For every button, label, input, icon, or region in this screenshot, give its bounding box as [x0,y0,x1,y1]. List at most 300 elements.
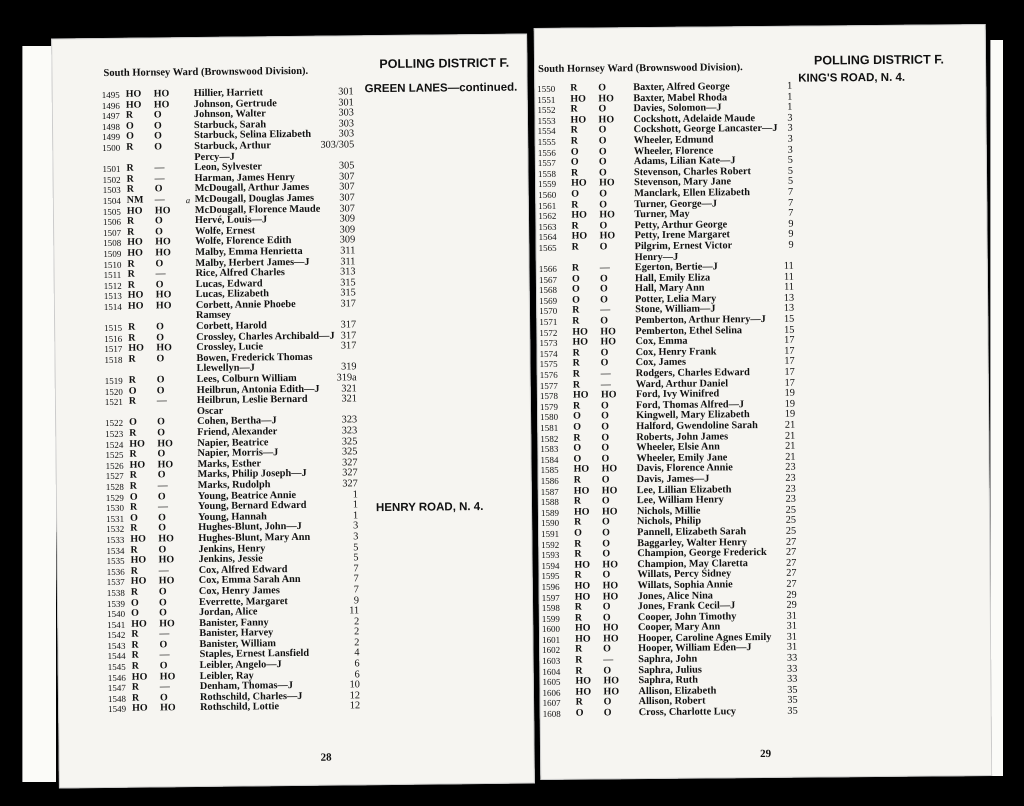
house-number: 6 [354,658,360,670]
elector-name: Marks, Philip Joseph—J [197,468,307,481]
house-number: 25 [785,525,797,537]
elector-name: Rice, Alfred Charles [195,267,285,280]
qualification-1: O [130,512,138,524]
ward-header: South Hornsey Ward (Brownswood Division). [538,62,743,75]
elector-number: 1589 [540,507,560,518]
elector-name: Cohen, Bertha—J [197,415,277,428]
elector-name: Wheeler, Edmund [633,134,714,147]
elector-name: Hughes-Blunt, John—J [198,521,302,534]
qualification-2: O [598,124,607,136]
qualification-1: O [570,156,579,168]
qualification-2: O [157,416,165,428]
elector-number: 1518 [104,354,123,365]
house-number: 31 [786,610,797,622]
qualification-1: R [571,241,579,253]
qualification-2: O [153,109,162,121]
qualification-2: HO [599,177,615,189]
elector-number: 1587 [540,486,559,497]
qualification-2: O [153,120,162,132]
house-number: 3 [352,520,359,532]
qualification-1: HO [127,289,144,302]
house-number: 27 [785,536,797,548]
qualification-1: R [126,183,134,196]
qualification-1: HO [131,671,148,683]
elector-name: Cox, Henry Frank [635,346,717,358]
qualification-1: R [130,522,138,535]
house-number: 23 [785,483,796,495]
house-number: 29 [786,599,797,611]
qualification-2: O [159,639,168,651]
house-number: 21 [784,430,796,442]
elector-number: 1581 [540,422,559,433]
house-number: 15 [784,324,795,336]
qualification-2: O [154,130,162,142]
qualification-1: O [573,442,582,454]
house-number: 3 [787,112,793,124]
elector-name: Baxter, Mabel Rhoda [633,91,728,104]
qualification-2: O [601,495,610,507]
house-number: 321 [341,382,357,395]
qualification-2: O [157,490,166,502]
qualification-1: HO [574,622,591,634]
qualification-2: HO [602,622,619,634]
qualification-1: R [574,569,582,581]
house-number: 9 [788,218,794,230]
qualification-1: HO [129,438,145,450]
qualification-1: R [572,379,581,391]
elector-name: Champion, George Frederick [637,547,767,560]
elector-name: Saphra, Julius [638,664,702,676]
elector-number: 1529 [105,492,124,503]
elector-number: 1565 [538,242,557,253]
qualification-2: HO [158,533,174,545]
qualification-1: HO [573,485,590,497]
qualification-1: R [575,654,583,666]
elector-number: 1495 [101,89,120,100]
house-number: 33 [786,652,798,664]
elector-number: 1507 [103,227,122,238]
elector-name: Heilbrun, Leslie Bernard [196,394,308,407]
elector-name: Wheeler, Emily Jane [636,452,728,464]
qualification-2: HO [155,236,171,248]
elector-name: Wheeler, Florence [633,144,714,157]
house-number: 11 [349,605,360,617]
qualification-2: O [600,400,609,412]
qualification-1: O [573,421,582,433]
elector-name: Rothschild, Charles—J [199,690,303,703]
elector-name: Banister, Fanny [199,616,269,629]
qualification-2: HO [600,325,616,338]
house-number: 5 [787,176,794,188]
elector-name: Jenkins, Jessie [198,553,263,566]
qualification-2: HO [154,204,171,216]
qualification-2: HO [602,590,619,602]
qualification-1: R [571,220,579,232]
qualification-2: HO [156,342,172,354]
qualification-2: O [602,601,611,613]
qualification-2: O [598,145,607,157]
house-number: 33 [786,663,798,675]
elector-name: Starbuck, Sarah [193,119,267,131]
elector-number: 1546 [107,672,126,683]
elector-number: 1594 [541,560,560,571]
house-number: 3 [353,531,359,543]
elector-name: Turner, George—J [634,197,718,210]
elector-name: Saphra, Ruth [638,674,698,687]
elector-name: Henry—J [634,251,679,263]
house-number: 11 [783,260,794,272]
elector-number: 1558 [537,168,557,179]
elector-number: 1570 [539,306,558,317]
elector-name: Kingwell, Mary Elizabeth [636,409,750,422]
elector-name: Stevenson, Mary Jane [634,176,732,189]
qualification-2: — [157,501,169,513]
qualification-1: R [573,516,582,528]
house-number: 31 [786,642,798,654]
book-left-edge [22,46,56,782]
qualification-1: O [129,491,138,503]
house-number: 9 [353,594,360,606]
voter-row [543,707,798,720]
elector-number: 1496 [101,100,120,111]
qualification-1: HO [574,580,591,592]
qualification-2: O [598,103,607,115]
elector-number: 1593 [541,549,560,561]
qualification-2: O [602,537,611,549]
qualification-2: O [598,156,607,168]
qualification-1: O [573,453,582,465]
house-number: 9 [788,239,794,251]
elector-number: 1560 [538,189,557,200]
house-number: 35 [787,684,798,696]
elector-name: Pilgrim, Ernest Victor [634,240,733,253]
qualification-1: HO [571,230,588,242]
elector-number: 1545 [107,661,126,673]
voter-list-right [537,82,798,720]
house-number: 17 [784,377,795,389]
qualification-1: HO [570,93,586,105]
qualification-1: R [571,199,579,211]
qualification-2: HO [153,98,170,111]
house-number: 303/305 [320,139,355,151]
qualification-2: — [600,304,611,316]
elector-name: Bowen, Frederick Thomas [196,351,313,364]
elector-number: 1568 [538,285,558,296]
elector-name: Stone, William—J [635,303,716,316]
elector-number: 1539 [106,598,126,609]
elector-name: Adams, Lilian Kate—J [633,155,736,168]
qualification-2: O [600,357,609,369]
qualification-1: O [125,120,134,132]
elector-name: Napier, Morris—J [197,447,279,460]
house-number: 7 [353,573,359,585]
elector-number: 1526 [105,460,124,471]
house-number: 1 [352,510,359,522]
qualification-2: HO [600,336,617,348]
qualification-1: O [573,410,581,423]
elector-name: Starbuck, Arthur [194,140,271,152]
house-number: 301 [338,86,354,98]
qualification-2: O [600,315,609,327]
qualification-2: O [603,664,612,677]
elector-number: 1600 [541,624,561,635]
qualification-2: O [599,273,608,285]
elector-number: 1540 [107,608,126,620]
house-number: 17 [784,334,795,347]
house-number: 315 [340,287,356,299]
qualification-2: O [602,548,611,560]
elector-number: 1578 [539,391,558,402]
elector-name: Cockshott, Adelaide Maude [633,112,756,125]
elector-number: 1576 [539,369,558,380]
qualification-2: — [158,565,169,577]
house-number: 5 [353,541,359,553]
elector-number: 1571 [539,316,558,328]
elector-number: 1597 [541,592,560,603]
left-page [51,34,535,789]
elector-number: 1606 [542,687,561,698]
qualification-1: HO [127,236,143,249]
house-number: 7 [787,186,794,198]
elector-number: 1537 [106,577,125,588]
qualification-1: R [575,697,583,709]
qualification-2: O [159,660,168,672]
elector-name: Crossley, Charles Archibald—J [196,330,335,343]
house-number: 303 [338,118,355,130]
qualification-1: HO [573,463,590,476]
qualification-2: HO [598,114,615,126]
qualification-1: R [131,639,139,651]
elector-number: 1533 [106,534,125,545]
elector-number: 1531 [106,513,125,524]
elector-number: 1561 [538,200,557,211]
elector-name: Young, Beatrice Annie [197,489,297,502]
street-heading-green-lanes: GREEN LANES—continued. [364,81,518,96]
house-number: 309 [339,234,356,246]
qualification-2: — [157,480,168,492]
house-number: 301 [338,96,354,109]
qualification-2: HO [158,575,175,587]
elector-name: Ford, Ivy Winifred [635,388,720,401]
house-number: 13 [783,292,795,304]
house-number: 323 [341,425,358,437]
elector-name: Jordan, Alice [199,606,258,619]
qualification-2: O [598,82,607,94]
elector-name: Willats, Sophia Annie [637,579,733,592]
qualification-2: HO [603,675,620,687]
elector-name: Davis, Florence Annie [636,462,733,475]
house-number: 31 [786,620,798,633]
elector-name: Leibler, Ray [199,670,254,682]
qualification-1: HO [572,326,588,338]
qualification-2: O [598,167,607,179]
elector-number: 1506 [102,216,122,228]
qualification-1: R [571,262,580,274]
qualification-2: HO [155,289,172,301]
elector-number: 1572 [539,327,558,338]
qualification-1: HO [572,336,589,348]
qualification-2: HO [603,686,620,698]
elector-name: Young, Bernard Edward [197,500,307,513]
elector-number: 1605 [542,677,561,688]
qualification-1: R [127,268,135,280]
qualification-2: HO [159,617,175,630]
qualification-1: HO [574,591,591,603]
qualification-1: R [572,347,580,359]
elector-name: Allison, Elizabeth [638,685,717,697]
qualification-2: HO [602,580,619,592]
qualification-1: HO [573,506,590,518]
qualification-2: O [599,241,608,253]
house-number: 3 [787,133,793,145]
qualification-2: O [158,596,167,608]
house-number: 21 [785,451,796,463]
qualification-1: HO [127,247,143,259]
house-number: 303 [338,107,354,119]
qualification-1: HO [126,205,143,217]
house-number: 25 [785,515,797,527]
qualification-1: R [574,548,582,560]
elector-name: Johnson, Gertrude [193,97,277,110]
elector-number: 1500 [102,142,121,153]
elector-number: 1577 [539,380,558,391]
elector-name: Cooper, John Timothy [637,610,737,623]
elector-number: 1544 [107,651,126,662]
qualification-1: O [570,146,579,158]
house-number: 313 [340,266,356,278]
house-number: 3 [787,144,793,156]
elector-number: 1550 [537,83,556,94]
polling-district-header: POLLING DISTRICT F. [379,55,510,72]
house-number: 311 [340,245,356,257]
qualification-2: O [599,283,608,295]
house-number: 11 [784,282,795,294]
elector-name: Hooper, William Eden—J [638,642,752,655]
qualification-1: R [574,612,583,624]
elector-number: 1604 [542,666,561,677]
elector-number: 1551 [537,94,556,105]
qualification-2: O [157,469,166,481]
elector-number: 1511 [103,269,122,281]
elector-name: Turner, May [634,208,690,221]
qualification-2: O [602,527,610,539]
qualification-1: R [575,665,583,677]
elector-name: Marks, Rudolph [197,479,271,491]
qualification-1: HO [131,618,147,630]
house-number: 27 [785,546,797,558]
house-number: 17 [784,366,795,378]
house-number: 307 [339,171,355,183]
elector-number: 1595 [541,571,560,582]
house-number: 309 [339,213,356,225]
qualification-1: R [130,544,138,556]
qualification-2: — [159,681,170,693]
house-number: 15 [783,313,795,325]
elector-number: 1559 [538,179,557,190]
qualification-1: R [129,501,138,513]
qualification-1: R [131,681,140,693]
qualification-1: R [126,162,134,174]
elector-name: Malby, Herbert James—J [195,256,310,269]
elector-name: Nichols, Philip [636,515,702,528]
elector-name: Roberts, John James [636,430,729,443]
qualification-2: — [154,194,165,206]
elector-name: Baxter, Alfred George [633,81,730,94]
qualification-1: R [572,315,580,327]
qualification-2: O [599,220,608,232]
house-number: 35 [787,695,798,707]
elector-name: Llewellyn—J [196,362,255,375]
qualification-2: HO [157,437,173,450]
house-number: 1 [352,488,358,500]
house-number: 13 [783,303,795,315]
elector-name: Johnson, Walter [193,108,266,121]
qualification-1: R [129,427,137,439]
elector-name: Cox, Henry James [198,585,280,597]
elector-number: 1536 [106,566,125,577]
elector-number: 1556 [537,147,556,158]
qualification-1: R [572,358,580,370]
house-number: 19 [784,409,796,421]
elector-name: Crossley, Lucie [196,341,264,354]
elector-number: 1535 [106,555,125,567]
elector-number: 1520 [104,386,123,397]
elector-number: 1538 [106,587,125,598]
elector-name: Denham, Thomas—J [199,680,294,693]
qualification-2: HO [158,554,175,566]
qualification-2: O [155,279,164,291]
qualification-2: O [156,374,165,386]
elector-name: Lucas, Edward [195,277,263,290]
qualification-1: HO [130,554,147,566]
qualification-1: R [574,538,582,550]
elector-number: 1584 [540,454,559,465]
house-number: 321 [341,393,357,405]
house-number: 7 [353,563,359,575]
qualification-1: R [129,470,137,482]
elector-name: Egerton, Bertie—J [634,261,718,274]
qualification-2: O [154,183,163,195]
house-number: 12 [349,690,361,702]
qualification-2: HO [160,702,176,714]
qualification-2: O [158,512,166,524]
elector-name: Staples, Ernest Lansfield [199,648,310,661]
elector-number: 1553 [537,115,556,126]
qualification-2: HO [157,459,174,471]
elector-number: 1498 [101,121,121,132]
elector-number: 1552 [537,104,556,116]
qualification-2: HO [155,300,172,312]
qualification-2: — [154,173,165,185]
elector-number: 1513 [103,291,122,302]
qualification-1: R [128,321,136,333]
house-number: 7 [788,197,794,209]
house-number: 21 [784,419,796,431]
house-number: 7 [788,207,794,219]
elector-number: 1523 [105,428,124,439]
qualification-1: R [125,109,134,121]
house-number: 12 [349,700,361,712]
elector-name: Champion, May Claretta [637,557,748,570]
qualification-1: R [574,601,583,613]
qualification-2: O [603,696,612,708]
elector-name: Davies, Solomon—J [633,102,722,115]
qualification-2: O [603,707,612,719]
elector-name: Cross, Charlotte Lucy [638,706,737,719]
qualification-1: HO [127,300,144,312]
elector-number: 1517 [104,344,123,355]
qualification-2: O [156,321,164,333]
